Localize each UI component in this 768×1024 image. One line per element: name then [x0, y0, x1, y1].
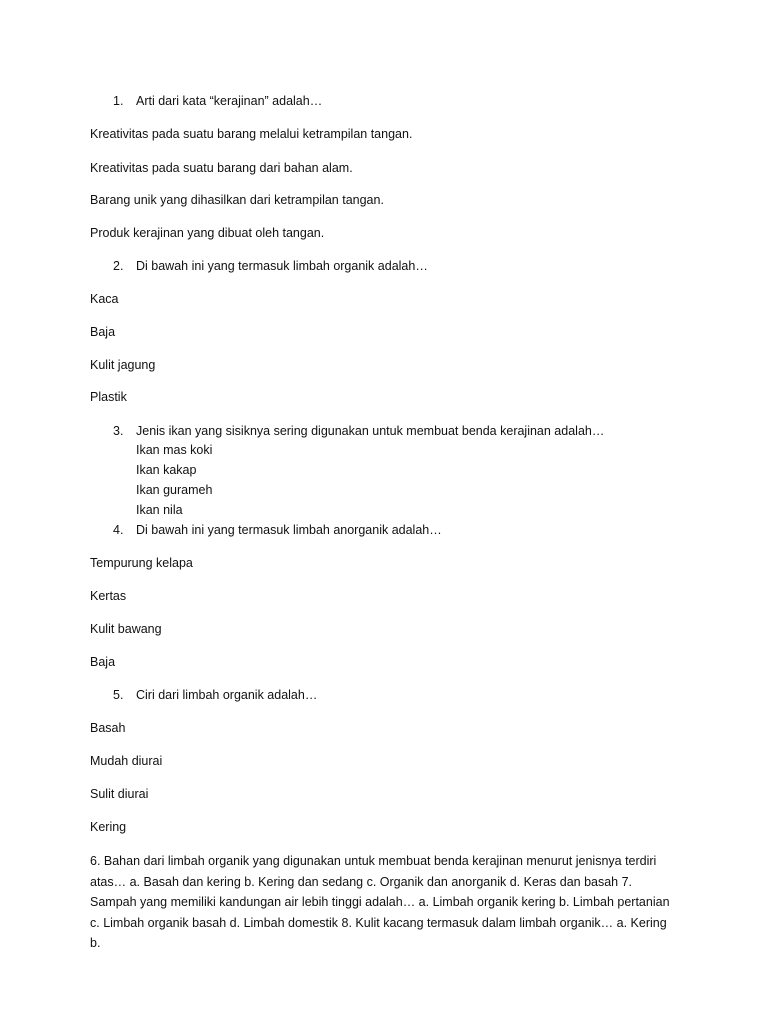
answer-option: Kulit jagung — [90, 358, 156, 372]
question-text: Di bawah ini yang termasuk limbah organik adalah… — [136, 259, 428, 273]
answer-option: Ikan kakap — [136, 463, 197, 477]
answer-option: Sulit diurai — [90, 787, 149, 801]
answer-option: Kering — [90, 820, 127, 834]
answer-option: Barang unik yang dihasilkan dari ketrampilan tangan. — [90, 193, 384, 207]
answer-option: Kaca — [90, 292, 119, 306]
question-2 — [113, 259, 428, 273]
answer-option: Kertas — [90, 589, 127, 603]
answer-option: Produk kerajinan yang dibuat oleh tangan. — [90, 226, 325, 240]
answer-option: Ikan nila — [136, 503, 183, 517]
question-4 — [113, 523, 442, 537]
answer-option: Baja — [90, 325, 116, 339]
answer-option: Baja — [90, 655, 116, 669]
answer-option: Ikan gurameh — [136, 483, 213, 497]
question-3 — [113, 424, 604, 438]
answer-option: Mudah diurai — [90, 754, 163, 768]
answer-option: Kreativitas pada suatu barang melalui ketrampilan tangan. — [90, 127, 413, 141]
question-text: Jenis ikan yang sisiknya sering digunakan untuk membuat benda kerajinan adalah… — [136, 424, 605, 438]
answer-option: Kulit bawang — [90, 622, 162, 636]
answer-option: Basah — [90, 721, 126, 735]
question-number: 1. — [113, 94, 124, 108]
question-1 — [113, 94, 322, 108]
questions-6-8-paragraph: 6. Bahan dari limbah organik yang digunakan untuk membuat benda kerajinan menurut jenisnya terdiri atas… a. Basah dan kering b. Kering dan sedang c. Organik dan anorganik d. Keras dan basah 7. Sampah yang memiliki kandungan air lebih tinggi adalah… a. Limbah organik kering b. Limbah pertanian c. Limbah organik basah d. Limbah domestik 8. Kulit kacang termasuk dalam limbah organik… a. Kering b. — [90, 854, 670, 950]
answer-option: Tempurung kelapa — [90, 556, 193, 570]
question-number: 3. — [113, 424, 124, 438]
answer-option: Ikan mas koki — [136, 443, 213, 457]
question-number: 4. — [113, 523, 124, 537]
question-text: Arti dari kata “kerajinan” adalah… — [136, 94, 323, 108]
answer-option: Kreativitas pada suatu barang dari bahan alam. — [90, 161, 353, 175]
question-number: 2. — [113, 259, 124, 273]
question-5 — [113, 688, 317, 702]
question-text: Di bawah ini yang termasuk limbah anorganik adalah… — [136, 523, 442, 537]
answer-option: Plastik — [90, 390, 127, 404]
question-text: Ciri dari limbah organik adalah… — [136, 688, 318, 702]
question-number: 5. — [113, 688, 124, 702]
